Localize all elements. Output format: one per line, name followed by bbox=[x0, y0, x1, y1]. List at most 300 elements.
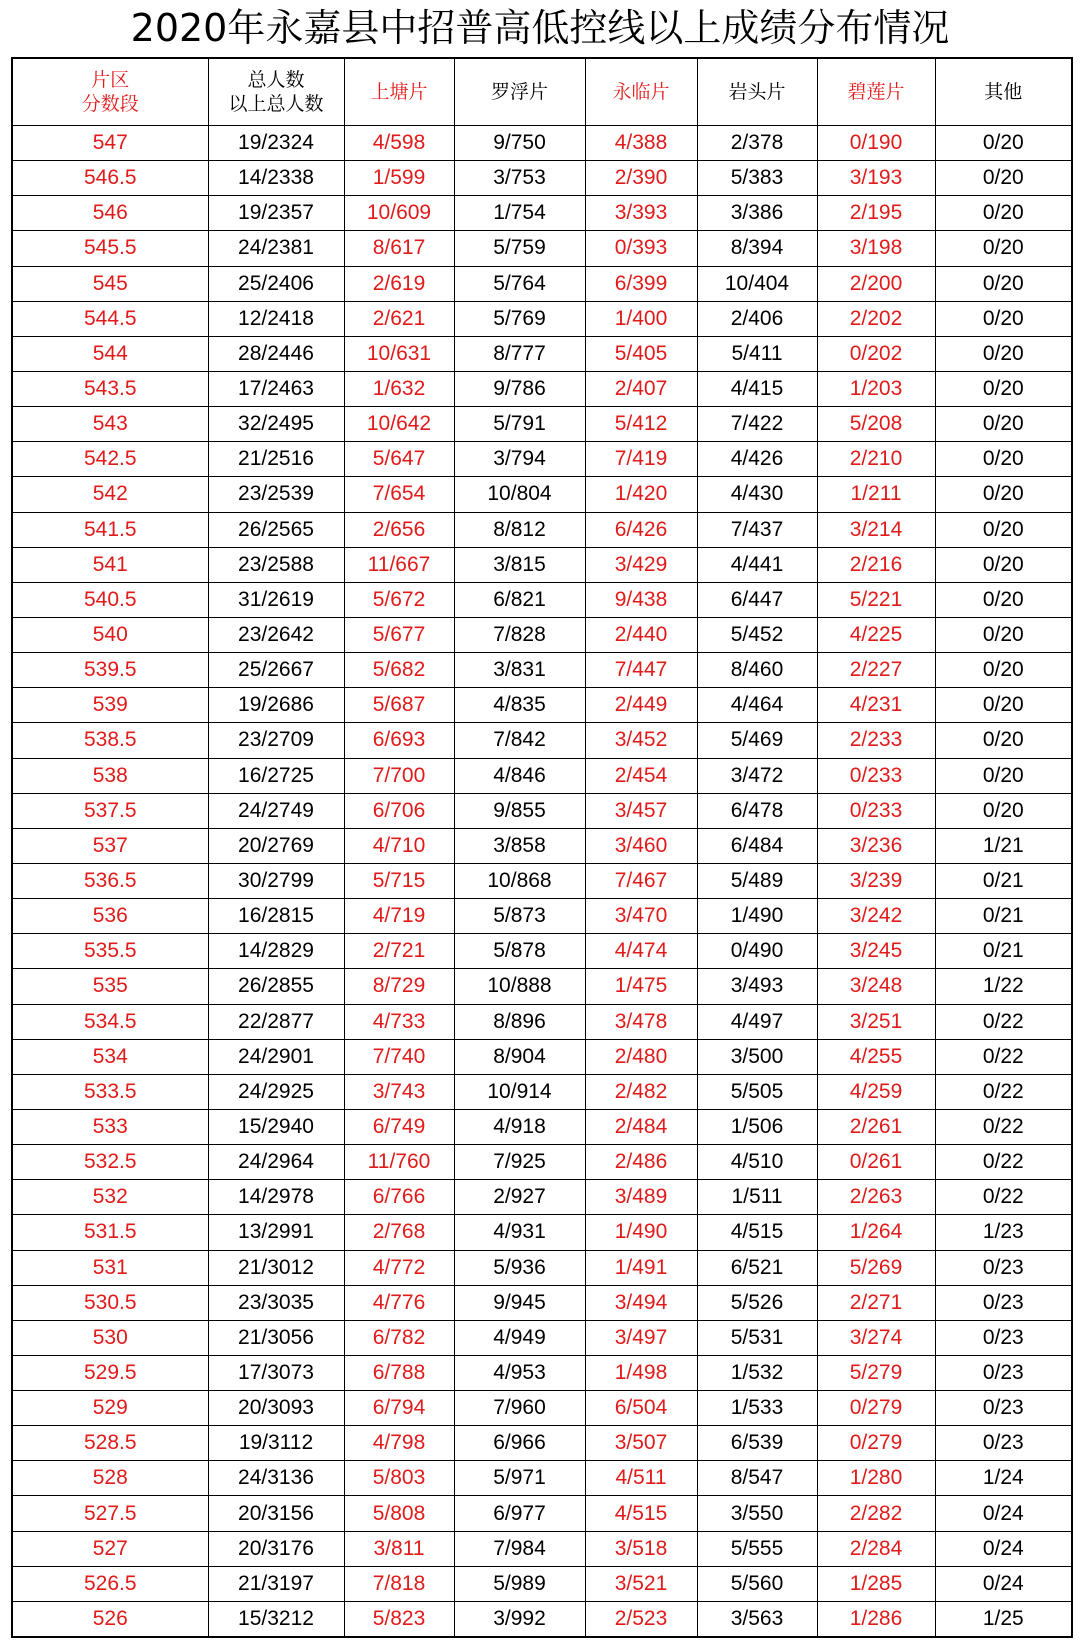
cell-bilian: 2/261 bbox=[817, 1109, 935, 1144]
cell-total: 19/2357 bbox=[208, 196, 344, 231]
cell-yonglin: 5/405 bbox=[585, 336, 697, 371]
cell-yantou: 5/505 bbox=[697, 1074, 817, 1109]
cell-shangtang: 6/766 bbox=[344, 1180, 454, 1215]
cell-luofu: 9/855 bbox=[454, 793, 585, 828]
table-row bbox=[12, 1074, 1072, 1109]
cell-other: 0/20 bbox=[935, 161, 1072, 196]
cell-bilian: 5/279 bbox=[817, 1355, 935, 1390]
cell-bilian: 0/233 bbox=[817, 793, 935, 828]
cell-total: 17/2463 bbox=[208, 371, 344, 406]
cell-yonglin: 2/482 bbox=[585, 1074, 697, 1109]
cell-other: 0/24 bbox=[935, 1566, 1072, 1601]
cell-total: 20/3093 bbox=[208, 1391, 344, 1426]
cell-other: 0/20 bbox=[935, 582, 1072, 617]
cell-bilian: 2/202 bbox=[817, 301, 935, 336]
cell-shangtang: 5/803 bbox=[344, 1461, 454, 1496]
cell-shangtang: 4/733 bbox=[344, 1004, 454, 1039]
cell-other: 0/23 bbox=[935, 1285, 1072, 1320]
cell-shangtang: 1/632 bbox=[344, 371, 454, 406]
cell-yantou: 2/378 bbox=[697, 126, 817, 161]
header-bilian: 碧莲片 bbox=[817, 58, 935, 126]
cell-other: 0/21 bbox=[935, 934, 1072, 969]
cell-shangtang: 6/788 bbox=[344, 1355, 454, 1390]
cell-score: 539 bbox=[12, 688, 208, 723]
cell-luofu: 8/896 bbox=[454, 1004, 585, 1039]
cell-bilian: 2/282 bbox=[817, 1496, 935, 1531]
cell-yantou: 3/493 bbox=[697, 969, 817, 1004]
cell-yantou: 5/531 bbox=[697, 1320, 817, 1355]
cell-shangtang: 7/740 bbox=[344, 1039, 454, 1074]
cell-luofu: 5/971 bbox=[454, 1461, 585, 1496]
cell-luofu: 4/931 bbox=[454, 1215, 585, 1250]
cell-other: 0/20 bbox=[935, 231, 1072, 266]
cell-score: 542.5 bbox=[12, 442, 208, 477]
cell-yantou: 4/510 bbox=[697, 1145, 817, 1180]
cell-yonglin: 1/475 bbox=[585, 969, 697, 1004]
cell-luofu: 4/846 bbox=[454, 758, 585, 793]
cell-score: 543.5 bbox=[12, 371, 208, 406]
cell-yantou: 3/500 bbox=[697, 1039, 817, 1074]
table-row bbox=[12, 371, 1072, 406]
cell-yonglin: 1/420 bbox=[585, 477, 697, 512]
cell-total: 21/2516 bbox=[208, 442, 344, 477]
cell-yantou: 6/539 bbox=[697, 1426, 817, 1461]
cell-yantou: 1/490 bbox=[697, 899, 817, 934]
page-title: 2020年永嘉县中招普高低控线以上成绩分布情况 bbox=[130, 6, 950, 50]
table-row bbox=[12, 1039, 1072, 1074]
cell-bilian: 3/236 bbox=[817, 828, 935, 863]
cell-bilian: 1/285 bbox=[817, 1566, 935, 1601]
cell-shangtang: 6/693 bbox=[344, 723, 454, 758]
cell-yonglin: 3/521 bbox=[585, 1566, 697, 1601]
cell-bilian: 0/190 bbox=[817, 126, 935, 161]
cell-other: 0/20 bbox=[935, 301, 1072, 336]
table-row bbox=[12, 863, 1072, 898]
table-row bbox=[12, 1215, 1072, 1250]
cell-other: 0/22 bbox=[935, 1180, 1072, 1215]
cell-luofu: 4/953 bbox=[454, 1355, 585, 1390]
cell-bilian: 3/239 bbox=[817, 863, 935, 898]
cell-score: 535.5 bbox=[12, 934, 208, 969]
header-total bbox=[208, 58, 344, 126]
cell-yonglin: 3/518 bbox=[585, 1531, 697, 1566]
cell-shangtang: 10/642 bbox=[344, 407, 454, 442]
cell-luofu: 7/828 bbox=[454, 617, 585, 652]
cell-bilian: 3/193 bbox=[817, 161, 935, 196]
cell-yonglin: 2/484 bbox=[585, 1109, 697, 1144]
cell-score: 540 bbox=[12, 617, 208, 652]
cell-bilian: 0/279 bbox=[817, 1426, 935, 1461]
cell-total: 22/2877 bbox=[208, 1004, 344, 1039]
cell-bilian: 2/216 bbox=[817, 547, 935, 582]
cell-bilian: 4/255 bbox=[817, 1039, 935, 1074]
cell-score: 529 bbox=[12, 1391, 208, 1426]
cell-yantou: 8/394 bbox=[697, 231, 817, 266]
cell-luofu: 7/984 bbox=[454, 1531, 585, 1566]
cell-bilian: 5/269 bbox=[817, 1250, 935, 1285]
cell-luofu: 5/878 bbox=[454, 934, 585, 969]
cell-luofu: 6/977 bbox=[454, 1496, 585, 1531]
cell-other: 0/22 bbox=[935, 1109, 1072, 1144]
cell-yonglin: 2/454 bbox=[585, 758, 697, 793]
cell-shangtang: 4/776 bbox=[344, 1285, 454, 1320]
cell-yantou: 7/437 bbox=[697, 512, 817, 547]
cell-other: 0/23 bbox=[935, 1391, 1072, 1426]
cell-yantou: 5/469 bbox=[697, 723, 817, 758]
cell-score: 545.5 bbox=[12, 231, 208, 266]
table-row bbox=[12, 477, 1072, 512]
cell-yonglin: 3/429 bbox=[585, 547, 697, 582]
cell-yonglin: 7/419 bbox=[585, 442, 697, 477]
cell-score: 533.5 bbox=[12, 1074, 208, 1109]
cell-score: 528.5 bbox=[12, 1426, 208, 1461]
cell-yantou: 5/489 bbox=[697, 863, 817, 898]
cell-other: 0/22 bbox=[935, 1039, 1072, 1074]
cell-score: 538.5 bbox=[12, 723, 208, 758]
cell-total: 26/2855 bbox=[208, 969, 344, 1004]
cell-score: 543 bbox=[12, 407, 208, 442]
cell-bilian: 3/242 bbox=[817, 899, 935, 934]
cell-total: 25/2667 bbox=[208, 653, 344, 688]
cell-shangtang: 8/617 bbox=[344, 231, 454, 266]
cell-yonglin: 0/393 bbox=[585, 231, 697, 266]
cell-luofu: 5/936 bbox=[454, 1250, 585, 1285]
cell-yantou: 1/532 bbox=[697, 1355, 817, 1390]
table-row bbox=[12, 1355, 1072, 1390]
cell-luofu: 5/989 bbox=[454, 1566, 585, 1601]
cell-yantou: 4/464 bbox=[697, 688, 817, 723]
cell-shangtang: 10/631 bbox=[344, 336, 454, 371]
cell-bilian: 3/245 bbox=[817, 934, 935, 969]
cell-other: 0/20 bbox=[935, 653, 1072, 688]
table-body bbox=[12, 126, 1072, 1638]
cell-yonglin: 3/494 bbox=[585, 1285, 697, 1320]
cell-bilian: 5/221 bbox=[817, 582, 935, 617]
table-row bbox=[12, 126, 1072, 161]
cell-yantou: 1/511 bbox=[697, 1180, 817, 1215]
cell-shangtang: 5/647 bbox=[344, 442, 454, 477]
header-score-line2: 分数段 bbox=[81, 93, 139, 115]
cell-total: 31/2619 bbox=[208, 582, 344, 617]
cell-bilian: 3/198 bbox=[817, 231, 935, 266]
cell-shangtang: 1/599 bbox=[344, 161, 454, 196]
cell-total: 20/2769 bbox=[208, 828, 344, 863]
cell-bilian: 4/259 bbox=[817, 1074, 935, 1109]
header-total-line1: 总人数 bbox=[247, 69, 305, 91]
cell-other: 0/20 bbox=[935, 477, 1072, 512]
cell-yonglin: 2/449 bbox=[585, 688, 697, 723]
cell-yantou: 4/515 bbox=[697, 1215, 817, 1250]
cell-other: 0/20 bbox=[935, 617, 1072, 652]
cell-total: 14/2829 bbox=[208, 934, 344, 969]
cell-score: 527 bbox=[12, 1531, 208, 1566]
cell-score: 547 bbox=[12, 126, 208, 161]
cell-luofu: 3/815 bbox=[454, 547, 585, 582]
cell-bilian: 2/284 bbox=[817, 1531, 935, 1566]
cell-shangtang: 4/772 bbox=[344, 1250, 454, 1285]
cell-bilian: 1/203 bbox=[817, 371, 935, 406]
header-score-range bbox=[12, 58, 208, 126]
cell-yantou: 2/406 bbox=[697, 301, 817, 336]
cell-yonglin: 4/515 bbox=[585, 1496, 697, 1531]
cell-yonglin: 6/504 bbox=[585, 1391, 697, 1426]
table-row bbox=[12, 723, 1072, 758]
cell-shangtang: 7/654 bbox=[344, 477, 454, 512]
cell-bilian: 3/214 bbox=[817, 512, 935, 547]
cell-total: 24/2925 bbox=[208, 1074, 344, 1109]
header-yonglin: 永临片 bbox=[585, 58, 697, 126]
cell-bilian: 2/200 bbox=[817, 266, 935, 301]
cell-shangtang: 2/721 bbox=[344, 934, 454, 969]
cell-score: 533 bbox=[12, 1109, 208, 1144]
cell-score: 531.5 bbox=[12, 1215, 208, 1250]
cell-score: 529.5 bbox=[12, 1355, 208, 1390]
cell-other: 0/20 bbox=[935, 547, 1072, 582]
cell-yonglin: 3/478 bbox=[585, 1004, 697, 1039]
cell-total: 24/3136 bbox=[208, 1461, 344, 1496]
cell-yonglin: 3/507 bbox=[585, 1426, 697, 1461]
cell-luofu: 9/750 bbox=[454, 126, 585, 161]
cell-score: 545 bbox=[12, 266, 208, 301]
cell-yantou: 6/447 bbox=[697, 582, 817, 617]
cell-bilian: 1/264 bbox=[817, 1215, 935, 1250]
cell-shangtang: 5/715 bbox=[344, 863, 454, 898]
cell-yonglin: 1/491 bbox=[585, 1250, 697, 1285]
score-distribution-table bbox=[11, 57, 1073, 1638]
cell-other: 0/20 bbox=[935, 512, 1072, 547]
table-row bbox=[12, 899, 1072, 934]
cell-bilian: 2/271 bbox=[817, 1285, 935, 1320]
cell-other: 0/20 bbox=[935, 688, 1072, 723]
table-row bbox=[12, 547, 1072, 582]
cell-bilian: 4/225 bbox=[817, 617, 935, 652]
cell-bilian: 1/211 bbox=[817, 477, 935, 512]
cell-yonglin: 2/480 bbox=[585, 1039, 697, 1074]
cell-yonglin: 2/523 bbox=[585, 1601, 697, 1637]
cell-score: 532.5 bbox=[12, 1145, 208, 1180]
cell-yonglin: 2/390 bbox=[585, 161, 697, 196]
table-row bbox=[12, 758, 1072, 793]
table-row bbox=[12, 934, 1072, 969]
table-row bbox=[12, 1601, 1072, 1637]
cell-bilian: 1/280 bbox=[817, 1461, 935, 1496]
table-row bbox=[12, 512, 1072, 547]
cell-score: 535 bbox=[12, 969, 208, 1004]
table-row bbox=[12, 1426, 1072, 1461]
cell-total: 17/3073 bbox=[208, 1355, 344, 1390]
cell-yantou: 8/460 bbox=[697, 653, 817, 688]
cell-bilian: 2/233 bbox=[817, 723, 935, 758]
table-row bbox=[12, 266, 1072, 301]
cell-total: 24/2901 bbox=[208, 1039, 344, 1074]
cell-other: 0/22 bbox=[935, 1074, 1072, 1109]
cell-total: 24/2749 bbox=[208, 793, 344, 828]
cell-other: 1/21 bbox=[935, 828, 1072, 863]
cell-other: 0/22 bbox=[935, 1004, 1072, 1039]
cell-score: 534 bbox=[12, 1039, 208, 1074]
cell-shangtang: 5/823 bbox=[344, 1601, 454, 1637]
cell-total: 15/2940 bbox=[208, 1109, 344, 1144]
cell-luofu: 7/925 bbox=[454, 1145, 585, 1180]
cell-luofu: 7/842 bbox=[454, 723, 585, 758]
table-row bbox=[12, 407, 1072, 442]
cell-yantou: 8/547 bbox=[697, 1461, 817, 1496]
cell-yantou: 7/422 bbox=[697, 407, 817, 442]
cell-yonglin: 6/399 bbox=[585, 266, 697, 301]
cell-score: 530.5 bbox=[12, 1285, 208, 1320]
cell-shangtang: 6/749 bbox=[344, 1109, 454, 1144]
cell-luofu: 9/945 bbox=[454, 1285, 585, 1320]
cell-yonglin: 2/407 bbox=[585, 371, 697, 406]
cell-luofu: 5/759 bbox=[454, 231, 585, 266]
table-header bbox=[12, 58, 1072, 126]
cell-yantou: 3/550 bbox=[697, 1496, 817, 1531]
cell-total: 28/2446 bbox=[208, 336, 344, 371]
cell-yantou: 4/415 bbox=[697, 371, 817, 406]
header-luofu: 罗浮片 bbox=[454, 58, 585, 126]
cell-yonglin: 3/452 bbox=[585, 723, 697, 758]
cell-total: 21/3056 bbox=[208, 1320, 344, 1355]
cell-other: 0/20 bbox=[935, 442, 1072, 477]
table-row bbox=[12, 1496, 1072, 1531]
cell-yonglin: 1/498 bbox=[585, 1355, 697, 1390]
cell-score: 539.5 bbox=[12, 653, 208, 688]
header-other: 其他 bbox=[935, 58, 1072, 126]
cell-yantou: 5/411 bbox=[697, 336, 817, 371]
cell-luofu: 10/888 bbox=[454, 969, 585, 1004]
cell-bilian: 2/210 bbox=[817, 442, 935, 477]
cell-total: 19/2324 bbox=[208, 126, 344, 161]
cell-bilian: 2/263 bbox=[817, 1180, 935, 1215]
cell-yantou: 6/521 bbox=[697, 1250, 817, 1285]
cell-total: 20/3156 bbox=[208, 1496, 344, 1531]
cell-yonglin: 3/497 bbox=[585, 1320, 697, 1355]
table-row bbox=[12, 653, 1072, 688]
cell-luofu: 9/786 bbox=[454, 371, 585, 406]
table-row bbox=[12, 969, 1072, 1004]
cell-shangtang: 2/621 bbox=[344, 301, 454, 336]
cell-luofu: 8/904 bbox=[454, 1039, 585, 1074]
cell-luofu: 3/858 bbox=[454, 828, 585, 863]
cell-score: 526 bbox=[12, 1601, 208, 1637]
cell-luofu: 10/914 bbox=[454, 1074, 585, 1109]
cell-yantou: 6/478 bbox=[697, 793, 817, 828]
cell-total: 26/2565 bbox=[208, 512, 344, 547]
cell-other: 1/25 bbox=[935, 1601, 1072, 1637]
cell-luofu: 5/873 bbox=[454, 899, 585, 934]
cell-score: 541 bbox=[12, 547, 208, 582]
cell-yantou: 4/441 bbox=[697, 547, 817, 582]
cell-score: 541.5 bbox=[12, 512, 208, 547]
cell-score: 537 bbox=[12, 828, 208, 863]
cell-luofu: 3/753 bbox=[454, 161, 585, 196]
cell-shangtang: 4/798 bbox=[344, 1426, 454, 1461]
cell-luofu: 4/918 bbox=[454, 1109, 585, 1144]
cell-other: 1/24 bbox=[935, 1461, 1072, 1496]
cell-other: 0/20 bbox=[935, 126, 1072, 161]
table-row bbox=[12, 617, 1072, 652]
cell-total: 16/2815 bbox=[208, 899, 344, 934]
cell-shangtang: 5/672 bbox=[344, 582, 454, 617]
cell-yantou: 5/383 bbox=[697, 161, 817, 196]
cell-yantou: 5/452 bbox=[697, 617, 817, 652]
cell-yantou: 6/484 bbox=[697, 828, 817, 863]
cell-score: 531 bbox=[12, 1250, 208, 1285]
cell-yantou: 3/563 bbox=[697, 1601, 817, 1637]
table-row bbox=[12, 301, 1072, 336]
table-row bbox=[12, 231, 1072, 266]
cell-other: 0/24 bbox=[935, 1531, 1072, 1566]
cell-luofu: 4/949 bbox=[454, 1320, 585, 1355]
cell-shangtang: 5/682 bbox=[344, 653, 454, 688]
cell-score: 546 bbox=[12, 196, 208, 231]
cell-score: 526.5 bbox=[12, 1566, 208, 1601]
header-shangtang: 上塘片 bbox=[344, 58, 454, 126]
table-row bbox=[12, 1180, 1072, 1215]
cell-score: 537.5 bbox=[12, 793, 208, 828]
table-row bbox=[12, 1566, 1072, 1601]
cell-luofu: 8/777 bbox=[454, 336, 585, 371]
table-row bbox=[12, 1531, 1072, 1566]
header-total-line2: 以上总人数 bbox=[228, 93, 324, 115]
cell-yantou: 4/497 bbox=[697, 1004, 817, 1039]
cell-luofu: 5/764 bbox=[454, 266, 585, 301]
cell-bilian: 0/202 bbox=[817, 336, 935, 371]
cell-yonglin: 7/467 bbox=[585, 863, 697, 898]
cell-bilian: 3/274 bbox=[817, 1320, 935, 1355]
cell-total: 15/3212 bbox=[208, 1601, 344, 1637]
cell-bilian: 3/248 bbox=[817, 969, 935, 1004]
cell-total: 23/3035 bbox=[208, 1285, 344, 1320]
cell-bilian: 5/208 bbox=[817, 407, 935, 442]
cell-yonglin: 3/470 bbox=[585, 899, 697, 934]
cell-shangtang: 5/808 bbox=[344, 1496, 454, 1531]
cell-yantou: 3/386 bbox=[697, 196, 817, 231]
table-row bbox=[12, 1004, 1072, 1039]
cell-luofu: 7/960 bbox=[454, 1391, 585, 1426]
cell-total: 23/2642 bbox=[208, 617, 344, 652]
table-row bbox=[12, 1461, 1072, 1496]
cell-shangtang: 4/710 bbox=[344, 828, 454, 863]
cell-shangtang: 2/619 bbox=[344, 266, 454, 301]
cell-luofu: 1/754 bbox=[454, 196, 585, 231]
cell-other: 0/20 bbox=[935, 793, 1072, 828]
cell-yantou: 5/555 bbox=[697, 1531, 817, 1566]
cell-luofu: 3/831 bbox=[454, 653, 585, 688]
cell-yonglin: 1/490 bbox=[585, 1215, 697, 1250]
cell-total: 14/2338 bbox=[208, 161, 344, 196]
cell-bilian: 0/279 bbox=[817, 1391, 935, 1426]
cell-yantou: 4/426 bbox=[697, 442, 817, 477]
cell-shangtang: 7/700 bbox=[344, 758, 454, 793]
cell-score: 530 bbox=[12, 1320, 208, 1355]
cell-bilian: 1/286 bbox=[817, 1601, 935, 1637]
cell-other: 0/22 bbox=[935, 1145, 1072, 1180]
cell-other: 0/23 bbox=[935, 1320, 1072, 1355]
cell-luofu: 3/794 bbox=[454, 442, 585, 477]
cell-score: 544 bbox=[12, 336, 208, 371]
table-row bbox=[12, 793, 1072, 828]
table-row bbox=[12, 1285, 1072, 1320]
cell-yonglin: 2/440 bbox=[585, 617, 697, 652]
cell-total: 21/3197 bbox=[208, 1566, 344, 1601]
cell-other: 0/20 bbox=[935, 723, 1072, 758]
cell-luofu: 5/769 bbox=[454, 301, 585, 336]
cell-yantou: 4/430 bbox=[697, 477, 817, 512]
cell-bilian: 0/261 bbox=[817, 1145, 935, 1180]
cell-total: 24/2964 bbox=[208, 1145, 344, 1180]
cell-score: 534.5 bbox=[12, 1004, 208, 1039]
